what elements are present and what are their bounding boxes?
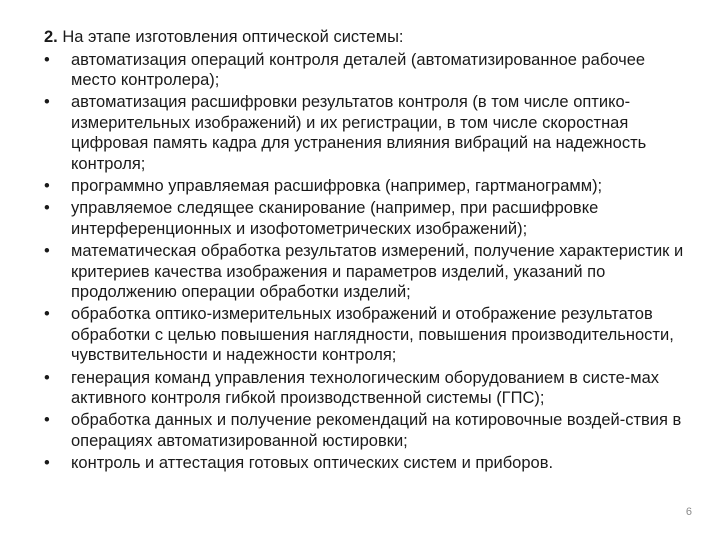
list-item-text: математическая обработка результатов измерений, получение характеристик и критериев качества изображения и параметров изделий, указаний по продолжению операции обработки изделий; <box>71 241 684 302</box>
list-item <box>44 410 684 451</box>
list-item-text: обработка данных и получение рекомендаций на котировочные воздей-ствия в операциях автоматизированной юстировки; <box>71 411 682 450</box>
section-title: На этапе изготовления оптической системы: <box>57 28 404 46</box>
bullet-icon: • <box>44 177 50 196</box>
bullet-icon: • <box>44 368 50 387</box>
bullet-icon: • <box>44 93 50 112</box>
list-item <box>44 304 684 366</box>
bullet-icon: • <box>44 199 50 218</box>
list-item <box>44 50 684 91</box>
page-number: 6 <box>685 506 692 518</box>
bullet-icon: • <box>44 241 50 260</box>
section-number: 2. <box>44 28 58 46</box>
list-item <box>44 198 684 239</box>
bullet-icon: • <box>44 50 50 69</box>
list-item <box>44 453 684 474</box>
section-heading <box>44 27 684 48</box>
list-item-text: автоматизация расшифровки результатов контроля (в том числе оптико-измерительных изображений) и их регистрации, в том числе скоростная цифровая память кадра для устранения влияния вибраций на надежность контроля; <box>71 93 647 174</box>
list-item <box>44 368 684 409</box>
list-item-text: контроль и аттестация готовых оптических систем и приборов. <box>71 453 554 472</box>
bullet-icon: • <box>44 305 50 324</box>
list-item <box>44 176 684 197</box>
list-item-text: обработка оптико-измерительных изображений и отображение результатов обработки с целью повышения наглядности, повышения производительности, чувствительности и надежности контроля; <box>71 305 674 365</box>
list-item-text: генерация команд управления технологическим оборудованием в систе-мах активного контроля гибкой производственной системы (ГПС); <box>71 368 660 408</box>
slide-body <box>44 27 684 475</box>
bullet-list <box>44 50 684 474</box>
list-item-text: автоматизация операций контроля деталей (автоматизированное рабочее место контролера); <box>71 50 646 90</box>
bullet-icon: • <box>44 411 50 430</box>
bullet-icon: • <box>44 453 50 472</box>
list-item <box>44 92 684 174</box>
list-item <box>44 241 684 303</box>
list-item-text: управляемое следящее сканирование (например, при расшифровке интерференционных и изофотометрических изображений); <box>71 199 599 238</box>
list-item-text: программно управляемая расшифровка (например, гартманограмм); <box>71 177 603 196</box>
